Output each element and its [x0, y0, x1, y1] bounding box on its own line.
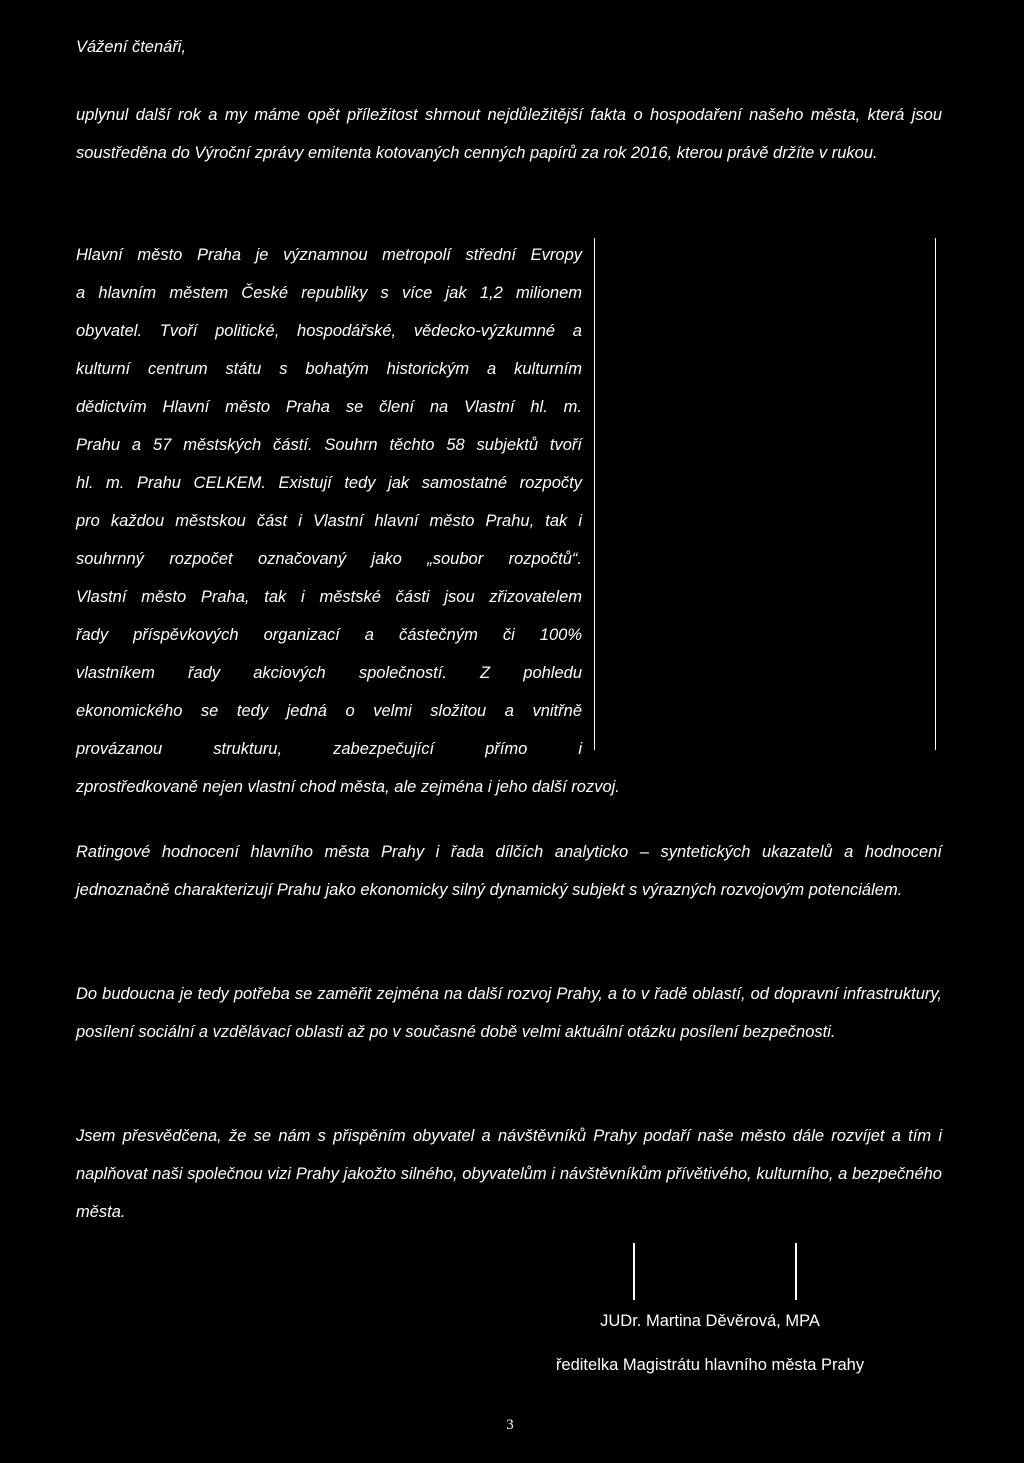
rating-paragraph: Ratingové hodnocení hlavního města Prahy i řada dílčích analyticko – syntetických ukazatelů a hodnocení jednoznačně charakterizují Prahu jako ekonomicky silný dynamický subjekt s výrazných rozvojovým potenciálem. — [76, 843, 942, 899]
city-description-line: pro každou městskou část i Vlastní hlavní město Prahu, tak i — [76, 512, 582, 530]
closing-paragraph: Jsem přesvědčena, že se nám s přispěním obyvatel a návštěvníků Prahy podaří naše město dále rozvíjet a tím i naplňovat naši společnou vizi Prahy jakožto silného, obyvatelům i návštěvníkům přívětivého, kulturního, a bezpečného města. — [76, 1127, 942, 1221]
city-description-line: souhrnný rozpočet označovaný jako „soubor rozpočtů“. — [76, 550, 582, 568]
city-description-line: obyvatel. Tvoří politické, hospodářské, vědecko-výzkumné a — [76, 322, 582, 340]
page-number: 3 — [506, 1417, 514, 1433]
intro-paragraph: uplynul další rok a my máme opět příležitost shrnout nejdůležitější fakta o hospodaření našeho města, která jsou soustředěna do Výroční zprávy emitenta kotovaných cenných papírů za rok 2016, kterou právě držíte v rukou. — [76, 106, 942, 162]
city-description-line: kulturní centrum státu s bohatým historickým a kulturním — [76, 360, 582, 378]
city-description-tail: zprostředkovaně nejen vlastní chod města, ale zejména i jeho další rozvoj. — [76, 778, 620, 796]
salutation: Vážení čtenáři, — [76, 38, 187, 56]
city-description-line: vlastníkem řady akciových společností. Z pohledu — [76, 664, 582, 682]
signatory-name: JUDr. Martina Děvěrová, MPA — [600, 1312, 820, 1330]
city-description-line: provázanou strukturu, zabezpečující přímo i — [76, 740, 582, 758]
signatory-role: ředitelka Magistrátu hlavního města Prahy — [555, 1356, 865, 1374]
city-description-line: a hlavním městem České republiky s více jak 1,2 milionem — [76, 284, 582, 302]
city-description-line: ekonomického se tedy jedná o velmi složitou a vnitřně — [76, 702, 582, 720]
city-description-line: hl. m. Prahu CELKEM. Existují tedy jak samostatné rozpočty — [76, 474, 582, 492]
portrait-photo-frame — [594, 238, 936, 750]
city-description-line: Vlastní město Praha, tak i městské části jsou zřizovatelem — [76, 588, 582, 606]
signature-image-frame — [633, 1243, 797, 1300]
city-description-line: Prahu a 57 městských částí. Souhrn těchto 58 subjektů tvoří — [76, 436, 582, 454]
city-description-line: řady příspěvkových organizací a částečným či 100% — [76, 626, 582, 644]
future-paragraph: Do budoucna je tedy potřeba se zaměřit zejména na další rozvoj Prahy, a to v řadě oblastí, od dopravní infrastruktury, posílení sociální a vzdělávací oblasti až po v současné době velmi aktuální otázku posílení bezpečnosti. — [76, 985, 942, 1041]
city-description-line: dědictvím Hlavní město Praha se člení na Vlastní hl. m. — [76, 398, 582, 416]
city-description-line: Hlavní město Praha je významnou metropolí střední Evropy — [76, 246, 582, 264]
